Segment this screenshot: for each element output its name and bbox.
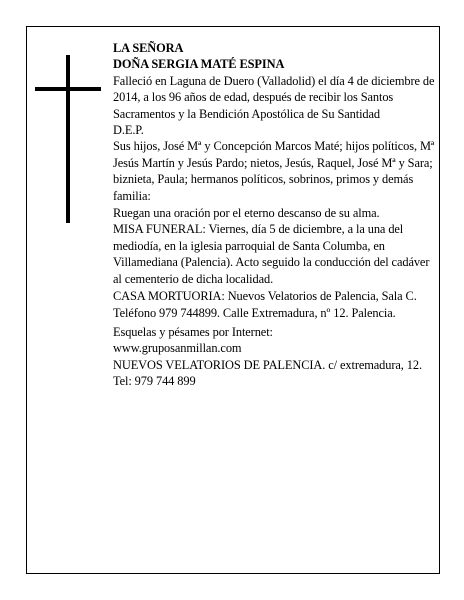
dep-line: D.E.P. [113, 123, 144, 138]
obituary-text [113, 40, 435, 390]
obituary-notice [26, 26, 440, 574]
website-link[interactable]: www.gruposanmillan.com [113, 341, 242, 356]
funeral-home: CASA MORTUORIA: Nuevos Velatorios de Palencia, Sala C. Teléfono 979 744899. Calle Extremadura, nº 12. Palencia. [113, 289, 417, 320]
deceased-name: DOÑA SERGIA MATÉ ESPINA [113, 57, 285, 72]
cross-horizontal-bar [35, 87, 101, 91]
funeral-mass: MISA FUNERAL: Viernes, día 5 de diciembre, a la una del mediodía, en la iglesia parroquial de Santa Columba, en Villamediana (Palencia). Acto seguido la conducción del cadáver al cementerio de dicha localidad. [113, 222, 430, 286]
prayer-request: Ruegan una oración por el eterno descanso de su alma. [113, 206, 380, 221]
title-la-senora: LA SEÑORA [113, 41, 184, 55]
internet-condolences: Esquelas y pésames por Internet: [113, 324, 273, 339]
cross-vertical-bar [66, 55, 70, 223]
company-address: NUEVOS VELATORIOS DE PALENCIA. c/ extremadura, 12. Tel: 979 744 899 [113, 357, 422, 389]
death-notice: Falleció en Laguna de Duero (Valladolid) el día 4 de diciembre de 2014, a los 96 años de edad, después de recibir los Santos Sacramentos y la Bendición Apostólica de Su Santidad [113, 73, 435, 121]
family-list: Sus hijos, José Mª y Concepción Marcos Maté; hijos políticos, Mª Jesús Martín y Jesús Pardo; nietos, Jesús, Raquel, José Mª y Sara; biznieta, Paula; hermanos políticos, sobrinos, primos y demás familia: [113, 139, 435, 203]
